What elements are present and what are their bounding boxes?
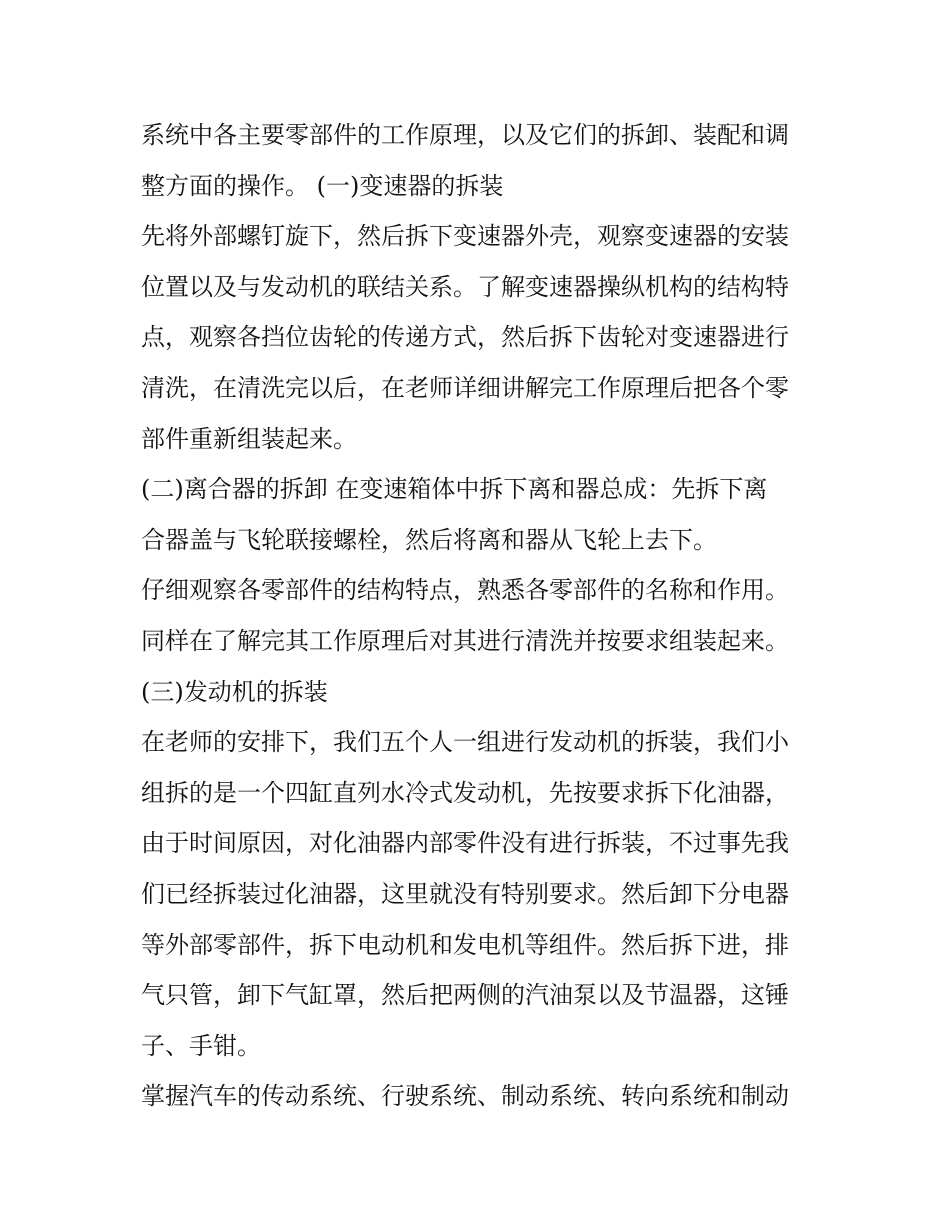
text-line: 由于时间原因，对化油器内部零件没有进行拆装，不过事先我 xyxy=(141,829,789,858)
text-line: 点，观察各挡位齿轮的传递方式，然后拆下齿轮对变速器进行 xyxy=(141,323,789,352)
text-line: (二)离合器的拆卸 在变速箱体中拆下离和器总成：先拆下离 xyxy=(141,475,768,504)
text-line: 同样在了解完其工作原理后对其进行清洗并按要求组装起来。 xyxy=(141,626,789,655)
text-line: 等外部零部件，拆下电动机和发电机等组件。然后拆下进，排 xyxy=(141,930,789,959)
text-line: 仔细观察各零部件的结构特点，熟悉各零部件的名称和作用。 xyxy=(141,576,789,605)
text-line: 合器盖与飞轮联接螺栓，然后将离和器从飞轮上去下。 xyxy=(141,525,717,554)
text-line: 清洗，在清洗完以后，在老师详细讲解完工作原理后把各个零 xyxy=(141,373,789,402)
text-line: 们已经拆装过化油器，这里就没有特别要求。然后卸下分电器 xyxy=(141,879,789,908)
text-line: 部件重新组装起来。 xyxy=(141,424,357,453)
text-line: 系统中各主要零部件的工作原理，以及它们的拆卸、装配和调 xyxy=(141,121,789,149)
text-line: (三)发动机的拆装 xyxy=(141,677,328,706)
document-body xyxy=(141,110,821,1122)
text-line: 整方面的操作。 (一)变速器的拆装 xyxy=(141,171,504,200)
text-line: 先将外部螺钉旋下，然后拆下变速器外壳，观察变速器的安装 xyxy=(141,222,789,251)
text-line: 掌握汽车的传动系统、行驶系统、制动系统、转向系统和制动 xyxy=(141,1082,789,1111)
text-line: 气只管，卸下气缸罩，然后把两侧的汽油泵以及节温器，这锤 xyxy=(141,981,789,1010)
text-line: 子、手钳。 xyxy=(141,1031,261,1060)
text-line: 组拆的是一个四缸直列水冷式发动机，先按要求拆下化油器， xyxy=(141,778,789,807)
text-line: 在老师的安排下，我们五个人一组进行发动机的拆装，我们小 xyxy=(141,728,789,757)
text-line: 位置以及与发动机的联结关系。了解变速器操纵机构的结构特 xyxy=(141,272,789,301)
